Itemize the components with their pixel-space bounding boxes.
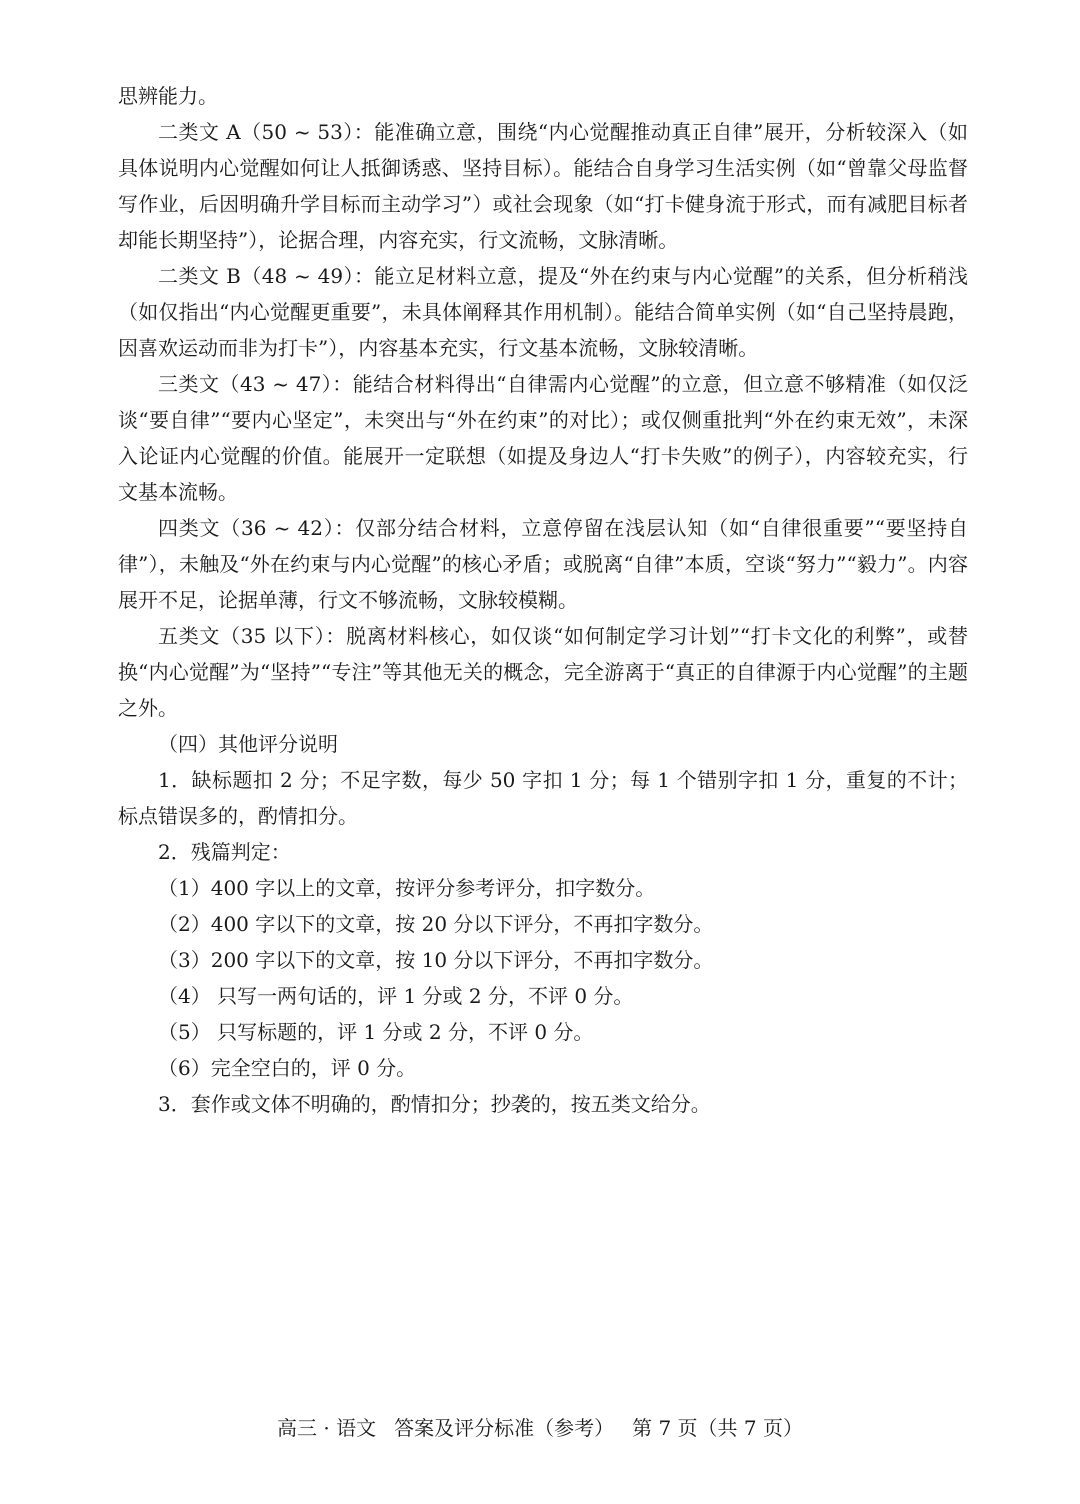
rule-1-deductions: 1．缺标题扣 2 分；不足字数，每少 50 字扣 1 分；每 1 个错别字扣 1 分，重复的不计；标点错误多的，酌情扣分。 (118, 768, 968, 828)
paragraph-grade-2b: 二类文 B（48 ~ 49）：能立足材料立意，提及“外在约束与内心觉醒”的关系，但分析稍浅（如仅指出“内心觉醒更重要”，未具体阐释其作用机制）。能结合简单实例（如“自己坚持晨跑，因喜欢运动而非为打卡”），内容基本充实，行文基本流畅，文脉较清晰。 (118, 264, 968, 360)
footer-subject: 高三 · 语文 (277, 1416, 377, 1440)
paragraph-grade-4: 四类文（36 ~ 42）：仅部分结合材料，立意停留在浅层认知（如“自律很重要”“要坚持自律”），未触及“外在约束与内心觉醒”的核心矛盾；或脱离“自律”本质，空谈“努力”“毅力”。内容展开不足，论据单薄，行文不够流畅，文脉较模糊。 (118, 516, 968, 612)
rule-2-item-3: （3）200 字以下的文章，按 10 分以下评分，不再扣字数分。 (158, 948, 714, 972)
footer-title: 答案及评分标准（参考） (394, 1416, 615, 1440)
rule-2-incomplete: 2．残篇判定： (158, 840, 291, 864)
rule-2-item-4: （4） 只写一两句话的，评 1 分或 2 分，不评 0 分。 (158, 984, 634, 1008)
rule-2-item-6: （6）完全空白的，评 0 分。 (158, 1056, 417, 1080)
paragraph-continuation: 思辨能力。 (118, 84, 218, 108)
paragraph-grade-5: 五类文（35 以下）：脱离材料核心，如仅谈“如何制定学习计划”“打卡文化的利弊”，或替换“内心觉醒”为“坚持”“专注”等其他无关的概念，完全游离于“真正的自律源于内心觉醒”的主题之外。 (118, 624, 968, 720)
document-body (118, 78, 968, 1122)
footer-page-number: 第 7 页（共 7 页） (632, 1416, 803, 1440)
rule-3-plagiarism: 3．套作或文体不明确的，酌情扣分；抄袭的，按五类文给分。 (158, 1092, 711, 1116)
page-footer (0, 1414, 1080, 1442)
paragraph-grade-3: 三类文（43 ~ 47）：能结合材料得出“自律需内心觉醒”的立意，但立意不够精准（如仅泛谈“要自律”“要内心坚定”，未突出与“外在约束”的对比）；或仅侧重批判“外在约束无效”，未深入论证内心觉醒的价值。能展开一定联想（如提及身边人“打卡失败”的例子），内容较充实，行文基本流畅。 (118, 372, 968, 504)
paragraph-grade-2a: 二类文 A（50 ~ 53）：能准确立意，围绕“内心觉醒推动真正自律”展开，分析较深入（如具体说明内心觉醒如何让人抵御诱惑、坚持目标）。能结合自身学习生活实例（如“曾靠父母监督写作业，后因明确升学目标而主动学习”）或社会现象（如“打卡健身流于形式，而有减肥目标者却能长期坚持”），论据合理，内容充实，行文流畅，文脉清晰。 (118, 120, 968, 252)
rule-2-item-5: （5） 只写标题的，评 1 分或 2 分，不评 0 分。 (158, 1020, 594, 1044)
rule-2-item-1: （1）400 字以上的文章，按评分参考评分，扣字数分。 (158, 876, 656, 900)
rule-2-item-2: （2）400 字以下的文章，按 20 分以下评分，不再扣字数分。 (158, 912, 714, 936)
section-heading-other-notes: （四）其他评分说明 (158, 732, 338, 756)
